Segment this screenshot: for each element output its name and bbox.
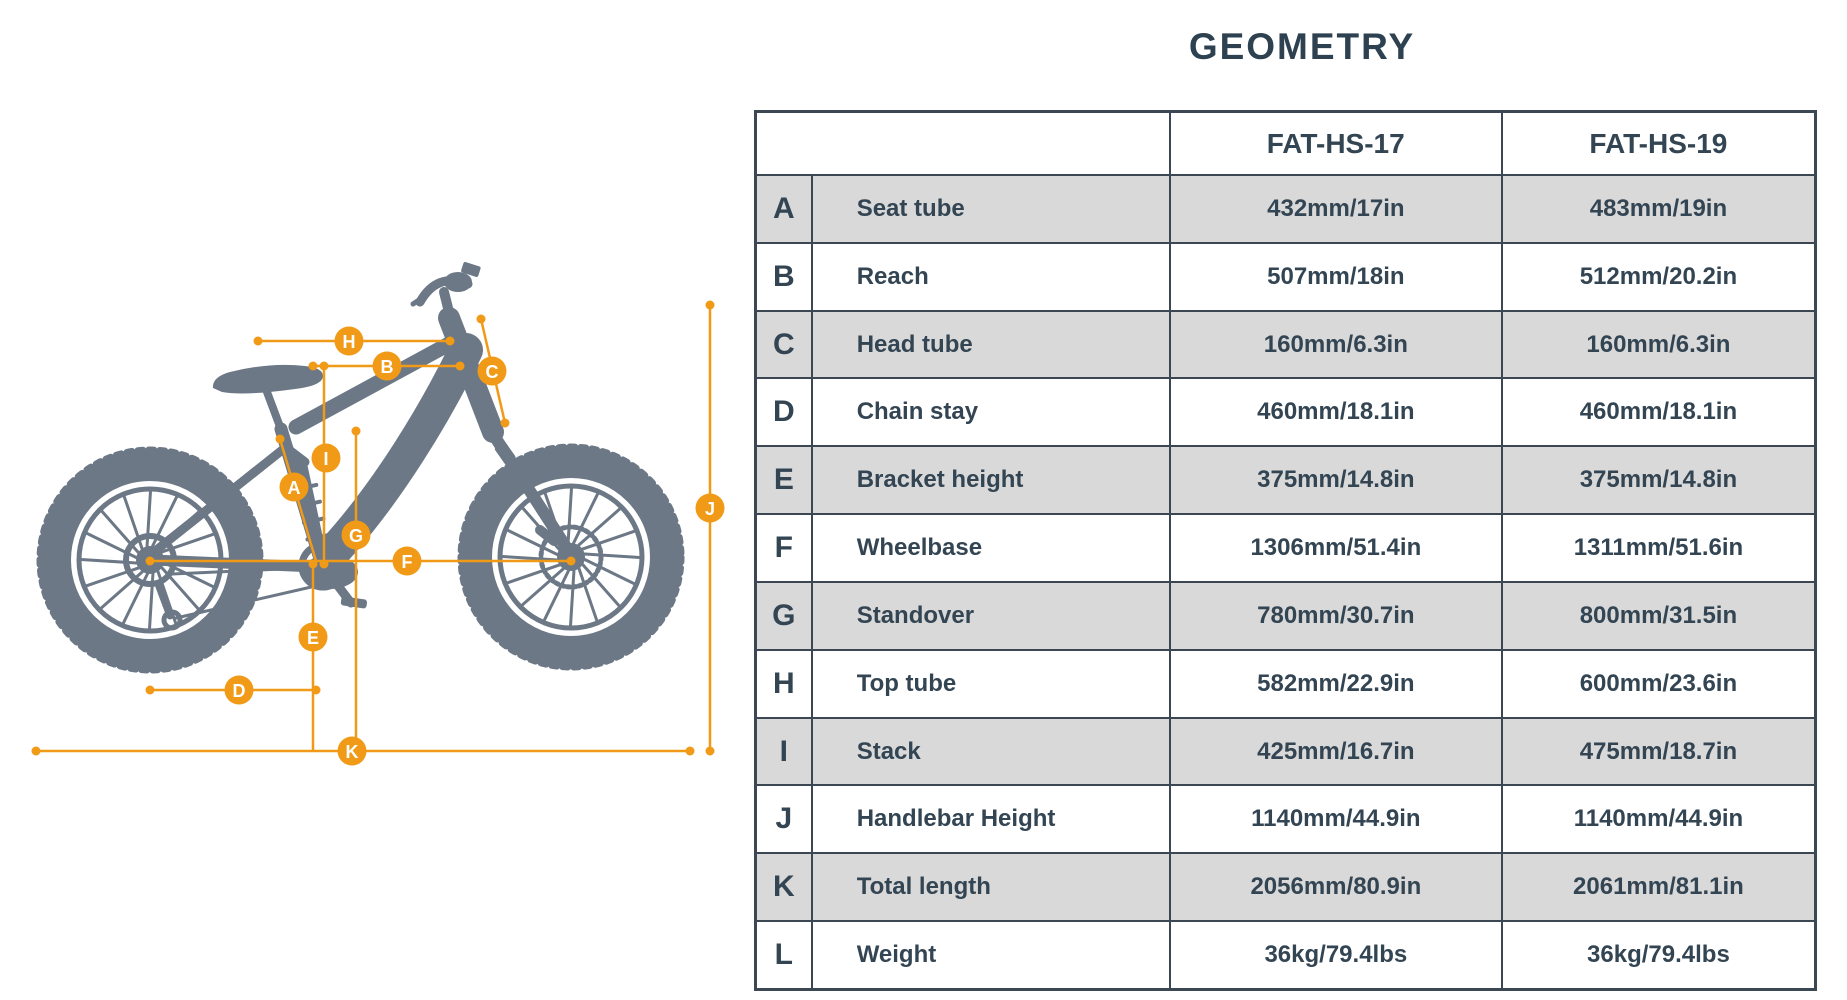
value-fat-hs-17: 582mm/22.9in xyxy=(1171,651,1503,717)
svg-text:E: E xyxy=(306,628,320,648)
row-letter: F xyxy=(757,515,813,581)
row-label: Handlebar Height xyxy=(813,786,1171,852)
value-fat-hs-19: 375mm/14.8in xyxy=(1579,466,1738,494)
row-label: Head tube xyxy=(813,312,1171,378)
row-letter: J xyxy=(757,786,813,852)
value-fat-hs-17: 432mm/17in xyxy=(1171,176,1503,242)
table-row-B xyxy=(757,242,1814,310)
value-fat-hs-17: 425mm/16.7in xyxy=(1171,719,1503,785)
value-fat-hs-17: 460mm/18.1in xyxy=(1171,379,1503,445)
svg-text:F: F xyxy=(401,552,413,572)
table-row-A xyxy=(757,174,1814,242)
marker-badge-C xyxy=(478,357,507,386)
value-fat-hs-19: 512mm/20.2in xyxy=(1579,262,1738,290)
value-fat-hs-19: 2061mm/81.1in xyxy=(1573,873,1744,901)
svg-text:I: I xyxy=(323,449,329,469)
header-spacer-cell xyxy=(757,113,1171,174)
value-fat-hs-17: 160mm/6.3in xyxy=(1171,312,1503,378)
row-letter: E xyxy=(757,447,813,513)
value-fat-hs-19: 160mm/6.3in xyxy=(1586,330,1731,358)
row-label: Bracket height xyxy=(813,447,1171,513)
row-letter: K xyxy=(757,854,813,920)
value-fat-hs-17: 1140mm/44.9in xyxy=(1171,786,1503,852)
row-letter: H xyxy=(757,651,813,717)
header-col-fat-hs-17: FAT-HS-17 xyxy=(1171,113,1503,174)
row-label: Total length xyxy=(813,854,1171,920)
row-label: Stack xyxy=(813,719,1171,785)
svg-text:H: H xyxy=(342,332,356,352)
value-fat-hs-19: 1311mm/51.6in xyxy=(1573,534,1744,562)
marker-badge-H xyxy=(335,327,364,356)
table-row-L xyxy=(757,920,1814,988)
table-row-H xyxy=(757,649,1814,717)
row-label: Wheelbase xyxy=(813,515,1171,581)
row-label: Top tube xyxy=(813,651,1171,717)
value-fat-hs-19: 600mm/23.6in xyxy=(1579,669,1738,697)
marker-badge-B xyxy=(373,352,402,381)
row-letter: D xyxy=(757,379,813,445)
svg-text:A: A xyxy=(287,478,301,498)
marker-badge-J xyxy=(696,494,725,523)
svg-text:G: G xyxy=(348,526,364,546)
value-fat-hs-19: 475mm/18.7in xyxy=(1579,737,1738,765)
svg-text:C: C xyxy=(485,362,499,382)
row-letter: C xyxy=(757,312,813,378)
value-fat-hs-19: 1140mm/44.9in xyxy=(1573,805,1744,833)
value-fat-hs-19: 800mm/31.5in xyxy=(1579,601,1738,629)
table-row-J xyxy=(757,784,1814,852)
bike-frame xyxy=(153,261,570,618)
geometry-table xyxy=(754,110,1817,991)
marker-badge-F xyxy=(393,547,422,576)
table-row-E xyxy=(757,445,1814,513)
table-row-I xyxy=(757,717,1814,785)
marker-badge-G xyxy=(342,521,371,550)
row-letter: A xyxy=(757,176,813,242)
value-fat-hs-17: 507mm/18in xyxy=(1171,244,1503,310)
value-fat-hs-19: 483mm/19in xyxy=(1589,194,1728,222)
value-fat-hs-17: 375mm/14.8in xyxy=(1171,447,1503,513)
page-title: GEOMETRY xyxy=(1188,26,1416,67)
svg-text:D: D xyxy=(232,681,246,701)
table-row-K xyxy=(757,852,1814,920)
value-fat-hs-19: 460mm/18.1in xyxy=(1579,398,1738,426)
table-row-G xyxy=(757,581,1814,649)
value-fat-hs-17: 36kg/79.4lbs xyxy=(1171,922,1503,988)
svg-text:K: K xyxy=(345,742,359,762)
marker-badge-D xyxy=(225,676,254,705)
row-letter: L xyxy=(757,922,813,988)
row-label: Weight xyxy=(813,922,1171,988)
row-label: Standover xyxy=(813,583,1171,649)
dimension-line-G xyxy=(352,427,361,752)
table-row-D xyxy=(757,377,1814,445)
row-letter: G xyxy=(757,583,813,649)
row-letter: I xyxy=(757,719,813,785)
bike-silhouette xyxy=(40,261,681,670)
marker-badge-A xyxy=(280,473,309,502)
row-label: Seat tube xyxy=(813,176,1171,242)
dimension-line-J xyxy=(706,301,715,756)
header-col-fat-hs-19: FAT-HS-19 xyxy=(1589,127,1728,159)
marker-badge-I xyxy=(312,444,341,473)
marker-badge-K xyxy=(338,737,367,766)
value-fat-hs-17: 1306mm/51.4in xyxy=(1171,515,1503,581)
row-label: Reach xyxy=(813,244,1171,310)
marker-badge-E xyxy=(299,623,328,652)
value-fat-hs-17: 2056mm/80.9in xyxy=(1171,854,1503,920)
row-letter: B xyxy=(757,244,813,310)
value-fat-hs-19: 36kg/79.4lbs xyxy=(1587,941,1730,969)
row-label: Chain stay xyxy=(813,379,1171,445)
table-row-C xyxy=(757,310,1814,378)
value-fat-hs-17: 780mm/30.7in xyxy=(1171,583,1503,649)
table-header-row xyxy=(757,113,1814,174)
svg-text:J: J xyxy=(704,499,716,519)
svg-text:B: B xyxy=(380,357,394,377)
table-row-F xyxy=(757,513,1814,581)
